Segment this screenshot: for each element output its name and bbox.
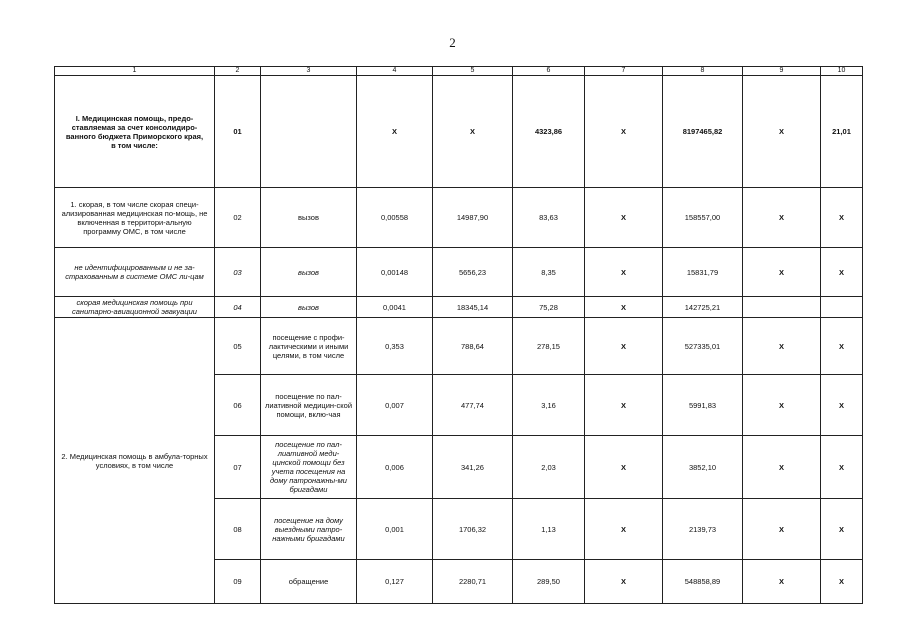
- unit-cell: посещение с профи-лактическими и иными целями, в том числе: [261, 318, 357, 375]
- column-header: 10: [821, 67, 863, 76]
- value-cell: 21,01: [821, 76, 863, 188]
- value-cell: X: [585, 436, 663, 499]
- value-cell: 2280,71: [433, 560, 513, 604]
- value-cell: 0,007: [357, 375, 433, 436]
- value-cell: X: [821, 375, 863, 436]
- column-header: 3: [261, 67, 357, 76]
- value-cell: X: [821, 436, 863, 499]
- column-header: 1: [55, 67, 215, 76]
- row-code: 03: [215, 248, 261, 297]
- value-cell: X: [821, 499, 863, 560]
- value-cell: 15831,79: [663, 248, 743, 297]
- value-cell: 142725,21: [663, 297, 743, 318]
- value-cell: 341,26: [433, 436, 513, 499]
- value-cell: X: [743, 248, 821, 297]
- value-cell: 0,006: [357, 436, 433, 499]
- value-cell: 5656,23: [433, 248, 513, 297]
- value-cell: X: [821, 188, 863, 248]
- value-cell: [743, 297, 821, 318]
- row-code: 04: [215, 297, 261, 318]
- unit-cell: посещение по пал-лиативной меди-цинской помощи без учета посещения на дому патронажны-ми бригадами: [261, 436, 357, 499]
- value-cell: 83,63: [513, 188, 585, 248]
- value-cell: X: [585, 318, 663, 375]
- value-cell: X: [743, 499, 821, 560]
- value-cell: X: [743, 560, 821, 604]
- value-cell: X: [821, 318, 863, 375]
- row-code: 06: [215, 375, 261, 436]
- value-cell: 0,001: [357, 499, 433, 560]
- value-cell: 278,15: [513, 318, 585, 375]
- value-cell: 0,127: [357, 560, 433, 604]
- column-header: 6: [513, 67, 585, 76]
- value-cell: 1706,32: [433, 499, 513, 560]
- value-cell: X: [585, 248, 663, 297]
- value-cell: X: [585, 188, 663, 248]
- unit-cell: обращение: [261, 560, 357, 604]
- value-cell: 5991,83: [663, 375, 743, 436]
- value-cell: X: [743, 318, 821, 375]
- value-cell: 14987,90: [433, 188, 513, 248]
- unit-cell: посещение на дому выездными патро-нажными бригадами: [261, 499, 357, 560]
- value-cell: X: [357, 76, 433, 188]
- value-cell: 0,00148: [357, 248, 433, 297]
- value-cell: 0,353: [357, 318, 433, 375]
- value-cell: 18345,14: [433, 297, 513, 318]
- value-cell: 158557,00: [663, 188, 743, 248]
- header-row: [55, 67, 863, 76]
- value-cell: 8197465,82: [663, 76, 743, 188]
- column-header: 2: [215, 67, 261, 76]
- value-cell: X: [743, 188, 821, 248]
- unit-cell: вызов: [261, 297, 357, 318]
- value-cell: 75,28: [513, 297, 585, 318]
- value-cell: X: [821, 560, 863, 604]
- row-name: скорая медицинская помощь при санитарно-авиационной эвакуации: [55, 297, 215, 318]
- value-cell: 289,50: [513, 560, 585, 604]
- row-code: 07: [215, 436, 261, 499]
- value-cell: 4323,86: [513, 76, 585, 188]
- row-name: 2. Медицинская помощь в амбула-торных условиях, в том числе: [55, 318, 215, 604]
- unit-cell: [261, 76, 357, 188]
- value-cell: 3852,10: [663, 436, 743, 499]
- row-code: 09: [215, 560, 261, 604]
- value-cell: X: [743, 375, 821, 436]
- unit-cell: посещение по пал-лиативной медицин-ской помощи, вклю-чая: [261, 375, 357, 436]
- column-header: 5: [433, 67, 513, 76]
- value-cell: 0,00558: [357, 188, 433, 248]
- column-header: 9: [743, 67, 821, 76]
- row-name: 1. скорая, в том числе скорая специ-ализированная медицинская по-мощь, не включенная в территори-альную программу ОМС, в том числе: [55, 188, 215, 248]
- value-cell: 3,16: [513, 375, 585, 436]
- value-cell: 1,13: [513, 499, 585, 560]
- value-cell: 8,35: [513, 248, 585, 297]
- value-cell: 2,03: [513, 436, 585, 499]
- value-cell: 788,64: [433, 318, 513, 375]
- value-cell: 0,0041: [357, 297, 433, 318]
- value-cell: X: [433, 76, 513, 188]
- row-name: I. Медицинская помощь, предо-ставляемая за счет консолидиро-ванного бюджета Приморского края, в том числе:: [55, 76, 215, 188]
- value-cell: X: [743, 436, 821, 499]
- table-row: [55, 76, 863, 188]
- value-cell: X: [585, 76, 663, 188]
- value-cell: 2139,73: [663, 499, 743, 560]
- table-row: [55, 318, 863, 375]
- row-code: 05: [215, 318, 261, 375]
- value-cell: 548858,89: [663, 560, 743, 604]
- value-cell: [821, 297, 863, 318]
- value-cell: X: [585, 560, 663, 604]
- column-header: 4: [357, 67, 433, 76]
- page-number: 2: [449, 35, 456, 50]
- table-row: [55, 248, 863, 297]
- value-cell: 477,74: [433, 375, 513, 436]
- value-cell: X: [585, 297, 663, 318]
- column-header: 8: [663, 67, 743, 76]
- value-cell: X: [585, 375, 663, 436]
- value-cell: X: [743, 76, 821, 188]
- row-name: не идентифицированным и не за-страхованным в системе ОМС ли-цам: [55, 248, 215, 297]
- table-row: [55, 188, 863, 248]
- value-cell: X: [585, 499, 663, 560]
- row-code: 02: [215, 188, 261, 248]
- column-header: 7: [585, 67, 663, 76]
- value-cell: X: [821, 248, 863, 297]
- value-cell: 527335,01: [663, 318, 743, 375]
- unit-cell: вызов: [261, 188, 357, 248]
- unit-cell: вызов: [261, 248, 357, 297]
- row-code: 01: [215, 76, 261, 188]
- financing-table: [54, 66, 863, 604]
- row-code: 08: [215, 499, 261, 560]
- table-row: [55, 297, 863, 318]
